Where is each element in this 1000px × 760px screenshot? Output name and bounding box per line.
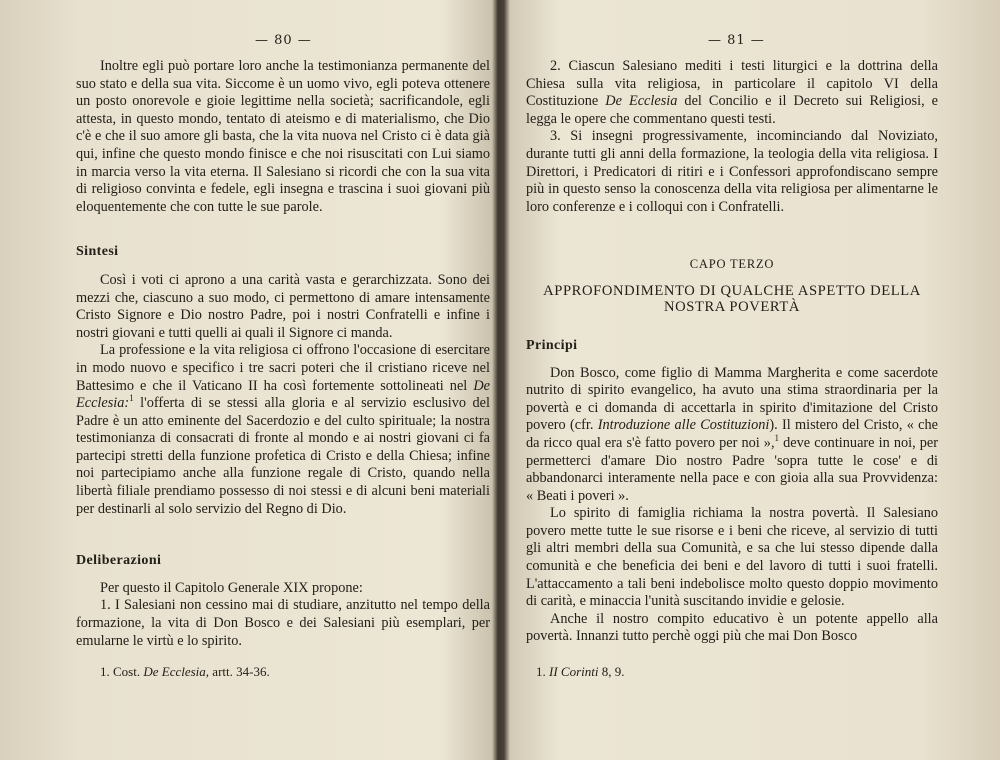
paragraph: Anche il nostro compito educativo è un potente appello alla povertà. Innanzi tutto perchè oggi più che mai Don Bosco <box>526 610 938 645</box>
footnote <box>100 664 270 680</box>
paragraph: Lo spirito di famiglia richiama la nostra povertà. Il Salesiano povero mette tutte le sue risorse e i beni che riceve, al servizio di tutti gli altri membri della sua Comunità, e sa che lui stesso dipende dalla comunità e che beneficia dei beni e del lavoro di tutti i suoi fratelli. L'attaccamento a tali beni indebolisce molto questo doppio movimento di carità, e minaccia l'unità suscitando invidie e gelosie. <box>526 505 938 610</box>
chapter-label: CAPO TERZO <box>689 257 775 272</box>
right-page <box>504 0 1000 760</box>
text-run: 8, 9. <box>598 664 625 679</box>
text-run: La professione e la vita religiosa ci offrono l'occasione di esercitare in modo nuovo e specifico i tre sacri poteri che il cristiano riceve nel Battesimo e che il Vaticano II ha così fortemente sottolineati nel <box>76 342 490 394</box>
section-heading-deliberazioni: Deliberazioni <box>76 553 162 569</box>
paragraph: Per questo il Capitolo Generale XIX propone: <box>100 579 363 596</box>
text-run: 2. Ciascun Salesiano mediti i testi liturgici e la dottrina della Chiesa sulla vita religiosa, in particolare il capitolo VI della Costituzione <box>526 58 938 110</box>
text-run: del Concilio e il Decreto sui Religiosi, e legga le opere che commentano questi testi. <box>526 93 939 127</box>
paragraph: Inoltre egli può portare loro anche la testimonianza permanente del suo stato e della sua vita. Siccome è un uomo vivo, egli poteva ottenere un posto onorevole e gioie legittime nella società; sacrificandole, egli attesta, in questo mondo, tentato di ateismo e di materialismo, che Dio c'è e che il suo amore gli basta, che la vita nuova nel Cristo ci è data già qui, infine che questo mondo finisce e che noi risuscitati con Lui siamo in marcia verso la vita eterna. Il Salesiano si ricordi che con la sua vita di religioso convinta e fedele, egli insegna e trascina i suoi giovani più eloquentemente che con tutte le sue parole. <box>76 58 490 215</box>
paragraph <box>526 58 938 128</box>
page-body <box>526 58 938 646</box>
chapter-title: APPROFONDIMENTO DI QUALCHE ASPETTO DELLA NOSTRA POVERTÀ <box>543 282 921 315</box>
text-run: ). Il mistero del Cristo, « che da ricco qual era s'è fatto povero per noi », <box>526 417 938 451</box>
page-number: — 81 — <box>708 33 765 48</box>
footnote-ref: 1 <box>129 393 134 404</box>
italic-title: De Ecclesia <box>605 93 678 110</box>
italic-title: Introduzione alle Costituzioni <box>597 417 770 434</box>
text-run: l'offerta di se stessi alla gloria e al servizio esclusivo del Padre è un atto eminente del Sacerdozio e del culto spirituale; la nostra testimonianza di consacrati di fronte al mondo e ai nostri giovani ci fa partecipi stretti della funzione profetica di Cristo e della Chiesa; infine noi partecipiamo anche alla funzione regale di Cristo, quando nella libertà filiale prendiamo possesso di noi stessi e di alcuni beni materiali per destinarli al solo servizio del Regno di Dio. <box>76 395 490 517</box>
paragraph <box>526 365 938 506</box>
page-body <box>76 58 490 650</box>
footnote <box>536 664 624 680</box>
paragraph: Così i voti ci aprono a una carità vasta e gerarchizzata. Sono dei mezzi che, ciascuno a suo modo, ci permettono di amare intensamente Cristo Signore e Dio nostro Padre, poi i nostri Confratelli e infine i nostri giovani e tutti quelli ai quali il Signore ci manda. <box>76 271 490 341</box>
paragraph <box>76 342 490 518</box>
footnote-ref: 1 <box>774 433 780 444</box>
italic-title: De Ecclesia, <box>143 664 210 679</box>
page-number: — 80 — <box>255 33 312 48</box>
left-page <box>0 0 496 760</box>
paragraph: 3. Si insegni progressivamente, incominciando dal Noviziato, durante tutti gli anni della formazione, la teologia della vita religiosa. I Direttori, i Predicatori di ritiri e i Confessori approfondiscano sempre più in questo senso la conoscenza della vita religiosa per alimentarne le loro conferenze e i colloqui con i Confratelli. <box>526 128 938 215</box>
text-run: deve continuare in noi, per permetterci d'amare Dio nostro Padre 'sopra tutte le cose' e di abbandonarci interamente nella pace e con gioia alla sua Provvidenza: « Beati i poveri ». <box>526 434 938 504</box>
text-run: Don Bosco, come figlio di Mamma Margherita e come sacerdote nutrito di spirito evangelico, ha avuto una stima straordinaria per la povertà e ci domanda di accettarla in spirito d'imitazione del Cristo povero (cfr. <box>526 364 938 434</box>
text-run: 1. <box>536 664 549 679</box>
paragraph: 1. I Salesiani non cessino mai di studiare, anzitutto nel tempo della formazione, la vita di Don Bosco e dei Salesiani più esemplari, per emularne le virtù e lo spirito. <box>76 597 490 649</box>
section-heading-sintesi: Sintesi <box>76 244 119 260</box>
text-run: 1. Cost. <box>100 664 144 679</box>
text-run: artt. 34-36. <box>209 664 270 679</box>
italic-title: II Corinti <box>549 664 599 679</box>
italic-title: De Ecclesia: <box>76 377 490 412</box>
section-heading-principi: Principi <box>526 337 578 353</box>
